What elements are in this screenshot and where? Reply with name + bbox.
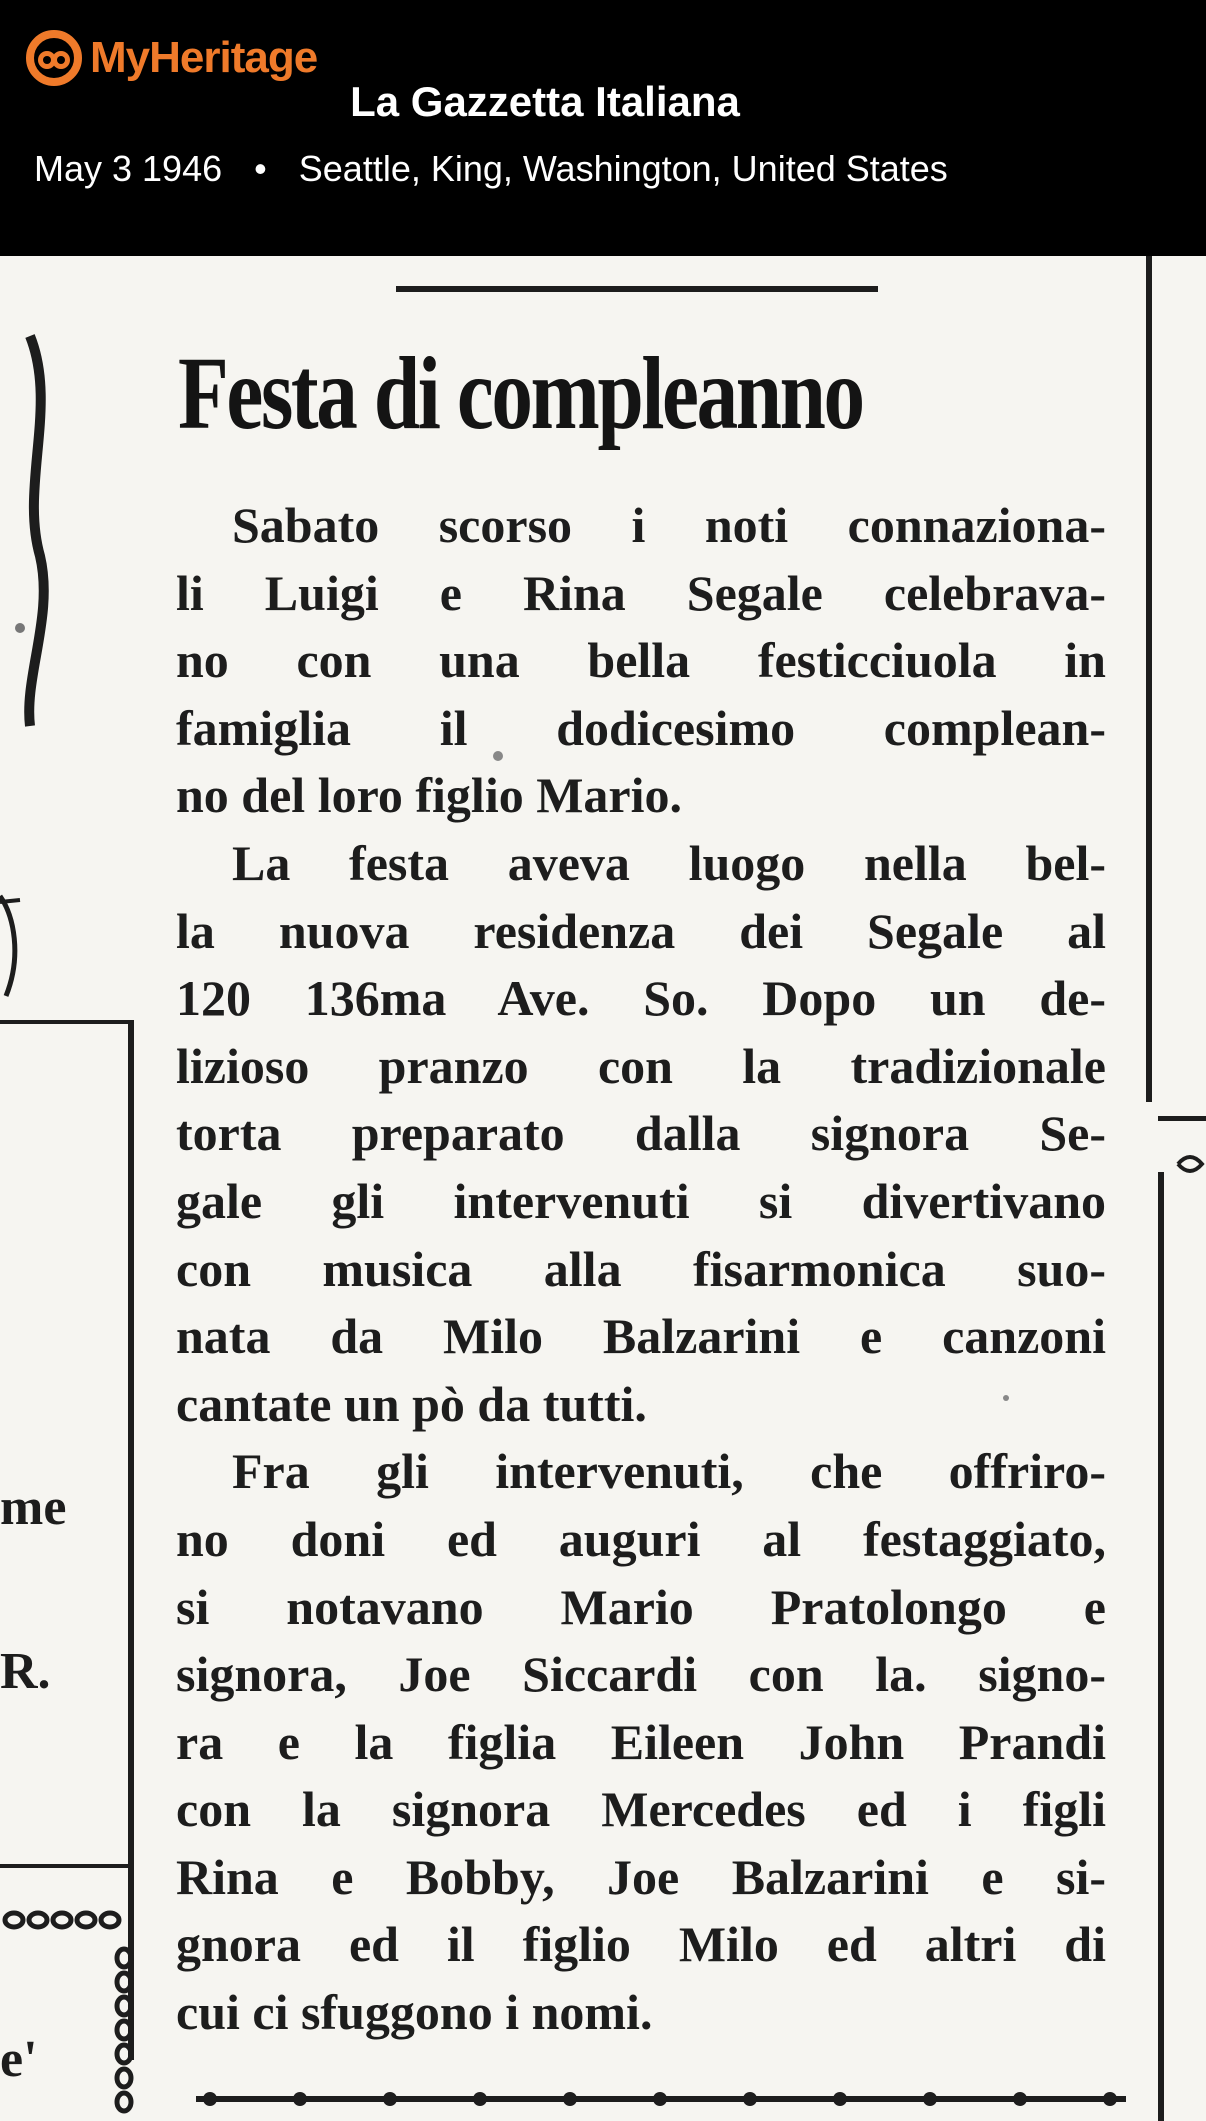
- article-line: cui ci sfuggono i nomi.: [176, 1984, 653, 2041]
- article-line: 120 136ma Ave. So. Dopo un de-: [176, 970, 1106, 1027]
- article-line: no doni ed auguri al festaggiato,: [176, 1510, 1106, 1567]
- source-header: [0, 0, 1206, 256]
- left-ornament-curve: [0, 896, 15, 996]
- article-line: gnora ed il figlio Milo ed altri di: [176, 1916, 1106, 1973]
- publication-date: May 3 1946: [34, 148, 223, 189]
- article-line: La festa aveva luogo nella bel-: [232, 834, 1106, 891]
- article-line: si notavano Mario Pratolongo e: [176, 1578, 1106, 1635]
- left-column-h-rule-lower: [0, 1864, 130, 1868]
- left-column-h-rule: [0, 1020, 130, 1024]
- publication-location: Seattle, King, Washington, United States: [298, 148, 948, 189]
- right-ornament: [1178, 1157, 1202, 1171]
- article-line: no del loro figlio Mario.: [176, 767, 682, 824]
- headline-top-rule: [396, 286, 878, 292]
- article-line: cantate un pò da tutti.: [176, 1375, 647, 1432]
- right-column-divider: [1158, 1116, 1206, 1121]
- left-column-fragment: me: [0, 1479, 67, 1536]
- article-line: torta preparato dalla signora Se-: [176, 1105, 1106, 1162]
- publication-meta: [34, 148, 948, 190]
- left-ornament-top: [29, 336, 44, 726]
- right-column-rule-lower: [1158, 1172, 1164, 2121]
- chain-border-bottom: [196, 2092, 1126, 2106]
- left-stroke: [0, 900, 20, 902]
- article-line: lizioso pranzo con la tradizionale: [176, 1037, 1106, 1094]
- right-column-rule-upper: [1146, 256, 1152, 1102]
- left-column-rule: [128, 1020, 134, 2060]
- article-line: no con una bella festicciuola in: [176, 632, 1106, 689]
- article-line: Rina e Bobby, Joe Balzarini e si-: [176, 1848, 1106, 1905]
- article-line: ra e la figlia Eileen John Prandi: [176, 1713, 1106, 1770]
- print-speck: [15, 623, 25, 633]
- article-line: con la signora Mercedes ed i figli: [176, 1781, 1106, 1838]
- newspaper-title: La Gazzetta Italiana: [350, 78, 740, 125]
- article-line: nata da Milo Balzarini e canzoni: [176, 1308, 1106, 1365]
- brand-name: MyHeritage: [90, 33, 318, 82]
- separator-dot: •: [254, 148, 267, 189]
- chain-border-vertical: [117, 1949, 131, 2111]
- article-body: [176, 492, 1106, 2047]
- article-line: Sabato scorso i noti connaziona-: [232, 497, 1106, 553]
- article-line: gale gli intervenuti si divertivano: [176, 1172, 1106, 1229]
- article-line: con musica alla fisarmonica suo-: [176, 1240, 1106, 1297]
- article-line: la nuova residenza dei Segale al: [176, 902, 1106, 959]
- article-line: li Luigi e Rina Segale celebrava-: [176, 564, 1106, 621]
- article-headline: Festa di compleanno: [178, 336, 863, 451]
- left-column-fragment: e': [0, 2031, 38, 2088]
- left-column-fragment: R.: [0, 1643, 51, 1700]
- newspaper-scan: [0, 256, 1206, 2121]
- article-line: famiglia il dodicesimo complean-: [176, 699, 1106, 756]
- chain-border-horizontal: [5, 1913, 119, 1927]
- article-line: signora, Joe Siccardi con la. signo-: [176, 1646, 1106, 1703]
- article-line: Fra gli intervenuti, che offriro-: [232, 1443, 1106, 1500]
